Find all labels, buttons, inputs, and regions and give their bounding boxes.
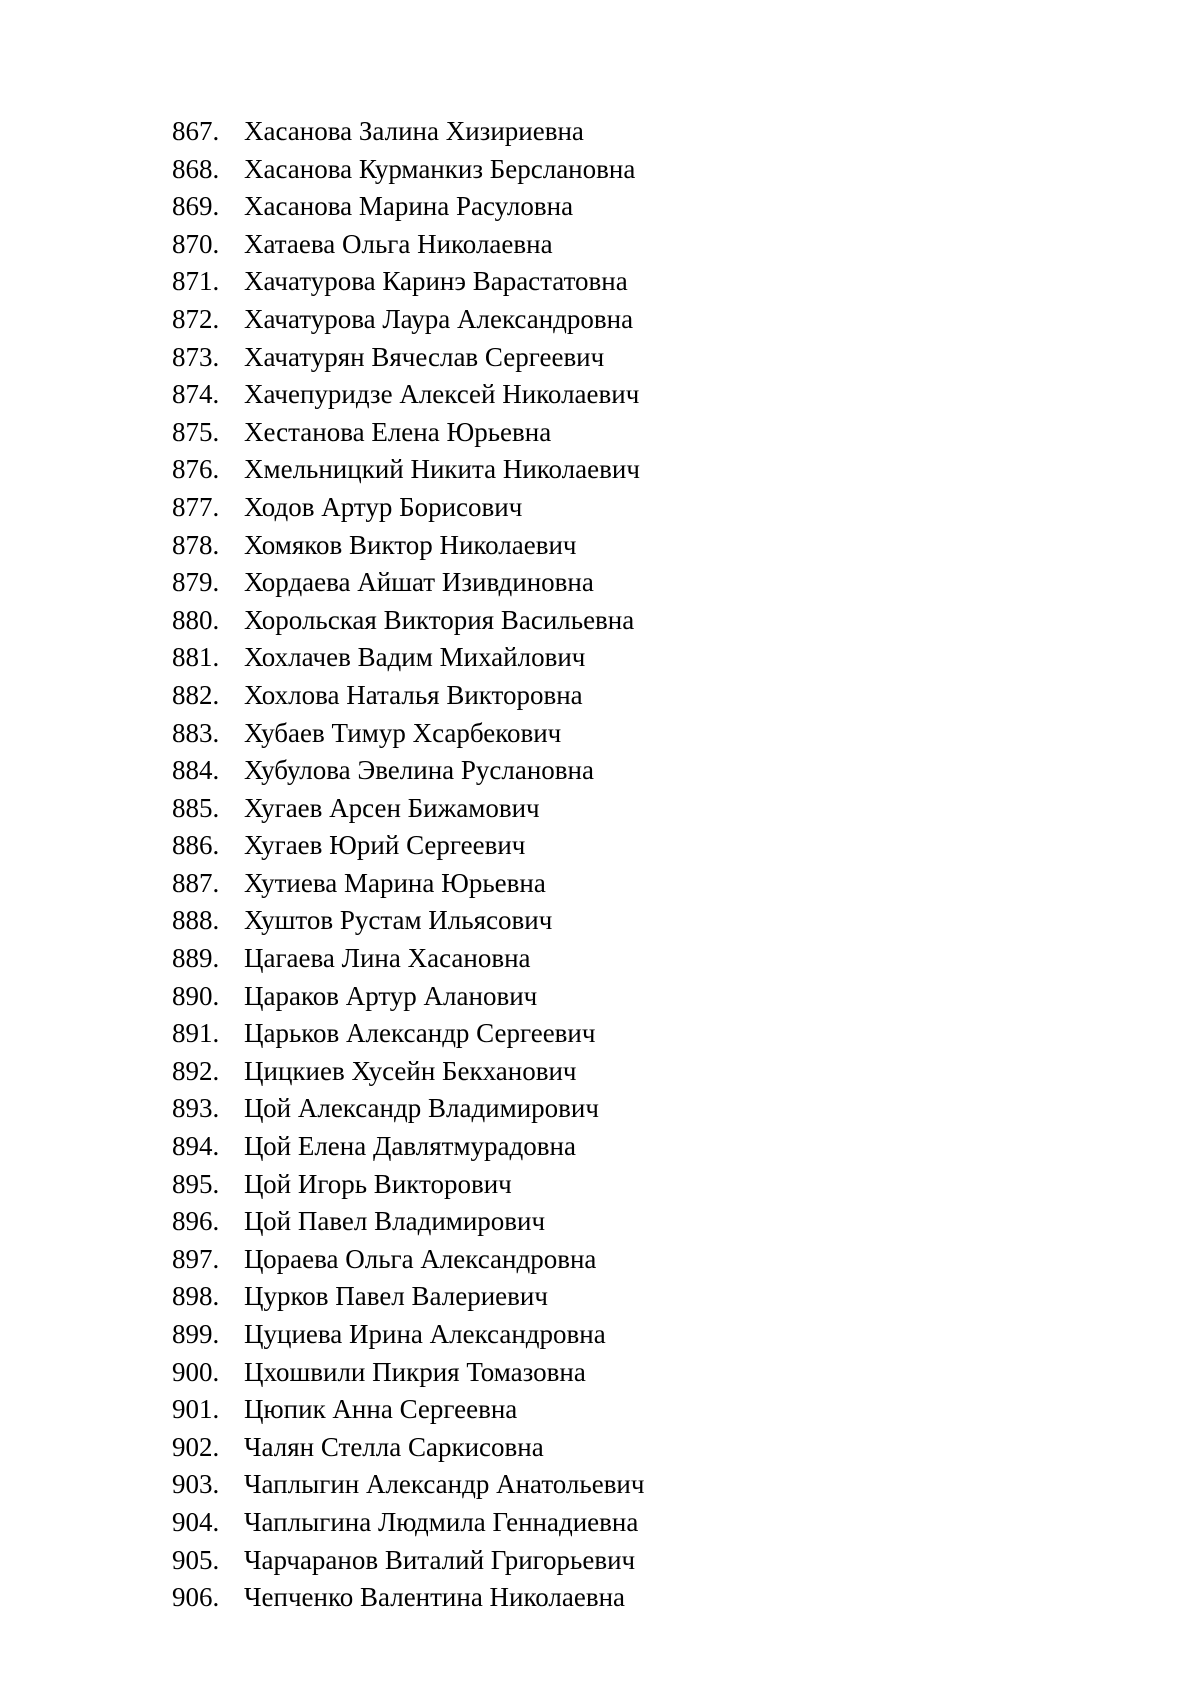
entry-number: 889. [172,943,220,974]
entry-number: 896. [172,1206,220,1237]
entry-name: Хестанова Елена Юрьевна [244,416,552,447]
list-item [172,978,644,1016]
list-item [172,1391,644,1429]
entry-name: Цораева Ольга Александровна [244,1243,597,1274]
entry-name: Хутиева Марина Юрьевна [244,867,546,898]
entry-number: 902. [172,1431,220,1462]
entry-number: 879. [172,567,220,598]
list-item [172,1316,644,1354]
entry-number: 877. [172,491,220,522]
list-item [172,1166,644,1204]
entry-number: 890. [172,980,220,1011]
list-item [172,1015,644,1053]
entry-name: Чаплыгин Александр Анатольевич [244,1469,645,1500]
list-item [172,151,644,189]
list-item [172,376,644,414]
entry-name: Цой Елена Давлятмурадовна [244,1131,576,1162]
list-item [172,677,644,715]
entry-number: 883. [172,717,220,748]
list-item [172,865,644,903]
list-item [172,1278,644,1316]
entry-number: 867. [172,116,220,146]
list-item [172,1203,644,1241]
entry-number: 881. [172,642,220,673]
entry-number: 878. [172,529,220,560]
list-item [172,1429,644,1467]
entry-number: 895. [172,1168,220,1199]
entry-number: 892. [172,1055,220,1086]
entry-number: 871. [172,266,220,297]
list-item [172,790,644,828]
entry-name: Цицкиев Хусейн Бекханович [244,1055,577,1086]
entry-name: Хубаев Тимур Хсарбекович [244,717,562,748]
list-item [172,263,644,301]
entry-name: Хачепуридзе Алексей Николаевич [244,379,640,410]
entry-number: 901. [172,1394,220,1425]
entry-number: 876. [172,454,220,485]
entry-name: Хасанова Марина Расуловна [244,191,574,222]
entry-name: Цой Павел Владимирович [244,1206,546,1237]
entry-name: Цурков Павел Валериевич [244,1281,548,1312]
list-item [172,1354,644,1392]
entry-name: Цуциева Ирина Александровна [244,1319,606,1349]
entry-name: Хачатурова Каринэ Варастатовна [244,266,628,297]
list-item [172,715,644,753]
entry-number: 887. [172,867,220,898]
entry-number: 904. [172,1506,220,1537]
entry-name: Хмельницкий Никита Николаевич [244,454,640,485]
entry-number: 869. [172,191,220,222]
entry-number: 894. [172,1131,220,1162]
entry-number: 900. [172,1356,220,1387]
entry-number: 880. [172,604,220,635]
entry-number: 891. [172,1018,220,1049]
list-item [172,113,644,151]
entry-number: 872. [172,303,220,334]
entry-number: 893. [172,1093,220,1124]
entry-number: 870. [172,228,220,259]
entry-number: 897. [172,1243,220,1274]
entry-number: 874. [172,379,220,410]
entry-name: Ходов Артур Борисович [244,491,523,522]
entry-name: Цараков Артур Аланович [244,980,538,1011]
list-item [172,339,644,377]
entry-name: Царьков Александр Сергеевич [244,1018,596,1049]
entry-name: Хуштов Рустам Ильясович [244,905,553,936]
list-item [172,940,644,978]
list-item [172,602,644,640]
entry-name: Цагаева Лина Хасановна [244,943,531,974]
entry-name: Чепченко Валентина Николаевна [244,1582,626,1613]
entry-name: Хугаев Арсен Бижамович [244,792,540,823]
entry-name: Цхошвили Пикрия Томазовна [244,1356,586,1387]
entry-name: Хугаев Юрий Сергеевич [244,830,526,861]
list-item [172,752,644,790]
list-item [172,188,644,226]
entry-name: Хохлачев Вадим Михайлович [244,642,586,673]
entry-number: 882. [172,679,220,710]
entry-number: 888. [172,905,220,936]
entry-name: Цой Игорь Викторович [244,1168,512,1199]
list-item [172,827,644,865]
name-list [172,113,644,1617]
entry-number: 905. [172,1544,220,1575]
entry-number: 873. [172,341,220,372]
entry-number: 899. [172,1319,220,1349]
entry-name: Цюпик Анна Сергеевна [244,1394,518,1425]
list-item [172,226,644,264]
list-item [172,414,644,452]
entry-name: Чарчаранов Виталий Григорьевич [244,1544,636,1575]
list-item [172,527,644,565]
entry-name: Хатаева Ольга Николаевна [244,228,553,259]
list-item [172,1128,644,1166]
entry-number: 906. [172,1582,220,1613]
entry-name: Чалян Стелла Саркисовна [244,1431,544,1462]
entry-name: Хорольская Виктория Васильевна [244,604,635,635]
list-item [172,902,644,940]
list-item [172,489,644,527]
entry-number: 903. [172,1469,220,1500]
entry-name: Хомяков Виктор Николаевич [244,529,577,560]
entry-number: 868. [172,153,220,184]
entry-number: 898. [172,1281,220,1312]
list-item [172,1053,644,1091]
list-item [172,1542,644,1580]
list-item [172,639,644,677]
entry-name: Хасанова Курманкиз Берслановна [244,153,636,184]
list-item [172,1241,644,1279]
entry-name: Хачатурова Лаура Александровна [244,303,634,334]
list-item [172,1466,644,1504]
entry-name: Цой Александр Владимирович [244,1093,599,1124]
list-item [172,451,644,489]
entry-name: Хачатурян Вячеслав Сергеевич [244,341,605,372]
list-item [172,1504,644,1542]
entry-number: 886. [172,830,220,861]
entry-name: Хубулова Эвелина Руслановна [244,755,594,786]
list-item [172,564,644,602]
entry-number: 885. [172,792,220,823]
list-item [172,301,644,339]
entry-name: Хордаева Айшат Изивдиновна [244,567,594,598]
entry-number: 875. [172,416,220,447]
entry-number: 884. [172,755,220,786]
list-item [172,1090,644,1128]
entry-name: Чаплыгина Людмила Геннадиевна [244,1506,639,1537]
entry-name: Хасанова Залина Хизириевна [244,116,584,146]
list-item [172,1579,644,1617]
entry-name: Хохлова Наталья Викторовна [244,679,583,710]
